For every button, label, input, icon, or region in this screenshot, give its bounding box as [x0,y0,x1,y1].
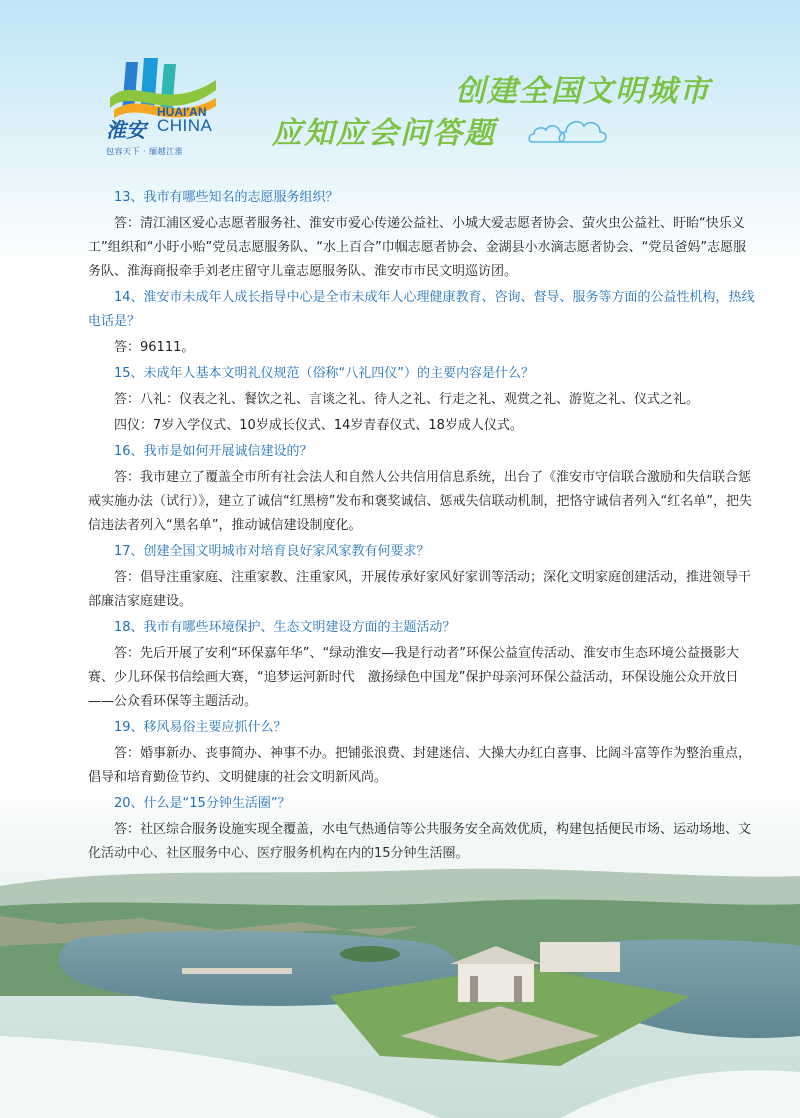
answer-14: 答：96111。 [114,340,195,355]
answer-18: 答：先后开展了安利“环保嘉年华”、“绿动淮安—我是行动者”环保公益宣传活动、淮安市生态环境公益摄影大赛、少儿环保书信绘画大赛，“追梦运河新时代 激扬绿色中国龙”保护母亲河环保公益活动，环保设施公众开放日——公众看环保等主题活动。 [88,646,739,709]
question-15: 15、未成年人基本文明礼仪规范（俗称“八礼四仪”）的主要内容是什么？ [114,366,535,381]
qa-list [88,186,756,868]
question-18: 18、我市有哪些环境保护、生态文明建设方面的主题活动？ [114,620,456,635]
question-20: 20、什么是“15分钟生活圈”？ [114,796,291,811]
logo-english-text [157,105,213,135]
logo-chinese-text: 淮安 [106,118,146,142]
logo-slogan: 包容天下 · 缅越江淮 [106,147,184,156]
answer-16: 答：我市建立了覆盖全市所有社会法人和自然人公共信用信息系统，出台了《淮安市守信联合激励和失信联合惩戒实施办法（试行）》，建立了诚信“红黑榜”发布和褒奖诚信、惩戒失信联动机制，把恪守诚信者列入“红名单”，把失信违法者列入“黑名单”，推动诚信建设制度化。 [88,470,752,533]
page-title-line1: 创建全国文明城市 [455,74,711,109]
page-title-line2: 应知应会问答题 [272,116,496,151]
logo-english-line1: HUAI'AN [157,105,207,119]
cloud-icon [528,114,608,146]
question-17: 17、创建全国文明城市对培育良好家风家教有何要求？ [114,544,430,559]
logo-english-line2: CHINA [157,116,213,135]
question-16: 16、我市是如何开展诚信建设的？ [114,444,313,459]
question-19: 19、移风易俗主要应抓什么？ [114,720,287,735]
question-14: 14、淮安市未成年人成长指导中心是全市未成年人心理健康教育、咨询、督导、服务等方面的公益性机构，热线电话是？ [88,290,755,329]
answer-19: 答：婚事新办、丧事简办、神事不办。把铺张浪费、封建迷信、大操大办红白喜事、比阔斗富等作为整治重点，倡导和培育勤俭节约、文明健康的社会文明新风尚。 [88,746,752,785]
question-13: 13、我市有哪些知名的志愿服务组织？ [114,190,339,205]
answer-15: 答：八礼：仪表之礼、餐饮之礼、言谈之礼、待人之礼、行走之礼、观赏之礼、游览之礼、仪式之礼。 [114,392,700,407]
answer-13: 答：清江浦区爱心志愿者服务社、淮安市爱心传递公益社、小城大爱志愿者协会、萤火虫公益社、盱眙“快乐义工”组织和“小盱小贻”党员志愿服务队、“水上百合”巾帼志愿者协会、金湖县小水滴志愿者协会、“党员爸妈”志愿服务队、淮海商报牵手刘老庄留守儿童志愿服务队、淮安市市民文明巡访团。 [88,216,747,279]
city-park-scene [0,846,800,1118]
answer-20: 答：社区综合服务设施实现全覆盖，水电气热通信等公共服务安全高效优质，构建包括便民市场、运动场地、文 [114,822,752,837]
answer-17: 答：倡导注重家庭、注重家教、注重家风，开展传承好家风好家训等活动；深化文明家庭创建活动，推进领导干部廉洁家庭建设。 [88,570,752,609]
answer-15-2: 四仪：7岁入学仪式、10岁成长仪式、14岁青春仪式、18岁成人仪式。 [114,418,523,433]
